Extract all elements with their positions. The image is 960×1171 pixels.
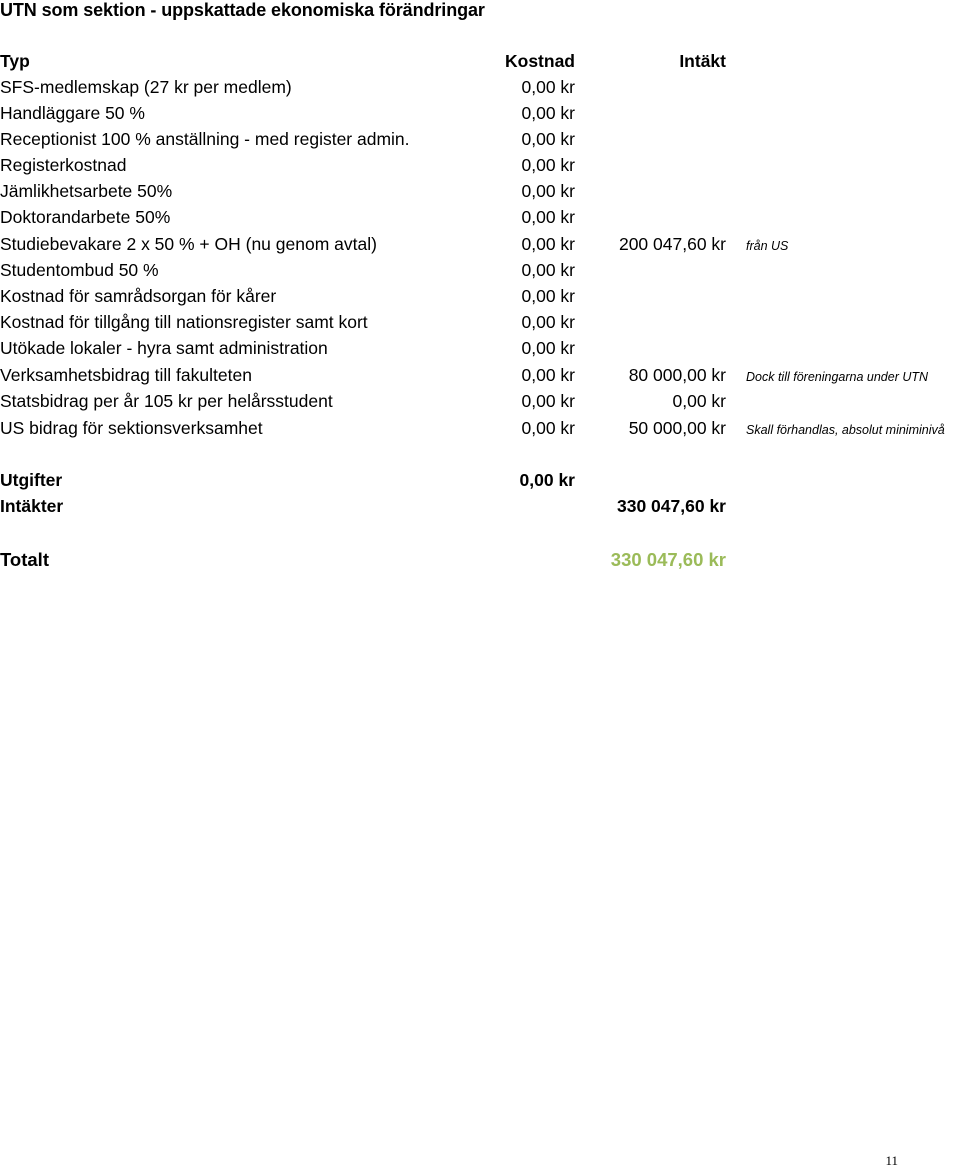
- row-cost: 0,00 kr: [521, 77, 575, 97]
- row-cost: 0,00 kr: [521, 312, 575, 332]
- table-header: [0, 48, 960, 74]
- row-label: Handläggare 50 %: [0, 103, 145, 123]
- table-row: [0, 178, 960, 204]
- row-cost: 0,00 kr: [521, 338, 575, 358]
- row-label: Studiebevakare 2 x 50 % + OH (nu genom avtal): [0, 234, 377, 254]
- row-cost: 0,00 kr: [521, 260, 575, 280]
- row-cost: 0,00 kr: [521, 234, 575, 254]
- row-income: 80 000,00 kr: [628, 365, 726, 385]
- table-row: [0, 415, 960, 441]
- summary-income: [0, 493, 960, 519]
- page-title: UTN som sektion - uppskattade ekonomiska förändringar: [0, 0, 485, 20]
- table-row: [0, 388, 960, 414]
- table-row: [0, 309, 960, 335]
- row-label: Studentombud 50 %: [0, 260, 159, 280]
- income-label: Intäkter: [0, 496, 64, 516]
- table-row: [0, 204, 960, 230]
- row-label: Kostnad för samrådsorgan för kårer: [0, 286, 277, 306]
- expenses-value: 0,00 kr: [519, 470, 575, 490]
- row-cost: 0,00 kr: [521, 207, 575, 227]
- table-row: [0, 257, 960, 283]
- table-row: [0, 126, 960, 152]
- row-label: Jämlikhetsarbete 50%: [0, 181, 173, 201]
- table-row: [0, 74, 960, 100]
- income-value: 330 047,60 kr: [617, 496, 726, 516]
- total-label: Totalt: [0, 549, 49, 570]
- row-label: Utökade lokaler - hyra samt administration: [0, 338, 328, 358]
- row-label: US bidrag för sektionsverksamhet: [0, 418, 263, 438]
- table-row: [0, 362, 960, 388]
- table-row: [0, 231, 960, 257]
- total-value: 330 047,60 kr: [610, 549, 726, 570]
- header-cost: Kostnad: [505, 51, 575, 71]
- row-label: Receptionist 100 % anställning - med register admin.: [0, 129, 410, 149]
- row-label: SFS-medlemskap (27 kr per medlem): [0, 77, 292, 97]
- page-number: 11: [885, 1153, 898, 1168]
- table-row: [0, 335, 960, 361]
- row-note: Skall förhandlas, absolut miniminivå: [746, 423, 945, 437]
- row-label: Statsbidrag per år 105 kr per helårsstudent: [0, 391, 333, 411]
- expenses-label: Utgifter: [0, 470, 63, 490]
- header-type: Typ: [0, 51, 30, 71]
- table-row: [0, 283, 960, 309]
- row-label: Verksamhetsbidrag till fakulteten: [0, 365, 252, 385]
- row-cost: 0,00 kr: [521, 365, 575, 385]
- row-cost: 0,00 kr: [521, 129, 575, 149]
- row-income: 200 047,60 kr: [618, 234, 726, 254]
- header-income: Intäkt: [679, 51, 726, 71]
- row-cost: 0,00 kr: [521, 155, 575, 175]
- table-row: [0, 152, 960, 178]
- summary-expenses: [0, 467, 960, 493]
- table-row: [0, 100, 960, 126]
- row-income: 50 000,00 kr: [628, 418, 726, 438]
- row-cost: 0,00 kr: [521, 391, 575, 411]
- row-label: Doktorandarbete 50%: [0, 207, 171, 227]
- row-label: Registerkostnad: [0, 155, 127, 175]
- row-note: Dock till föreningarna under UTN: [746, 370, 929, 384]
- row-label: Kostnad för tillgång till nationsregister samt kort: [0, 312, 368, 332]
- summary-total: [0, 547, 960, 573]
- row-cost: 0,00 kr: [521, 418, 575, 438]
- row-cost: 0,00 kr: [521, 103, 575, 123]
- row-income: 0,00 kr: [672, 391, 726, 411]
- row-cost: 0,00 kr: [521, 286, 575, 306]
- row-cost: 0,00 kr: [521, 181, 575, 201]
- row-note: från US: [746, 239, 789, 253]
